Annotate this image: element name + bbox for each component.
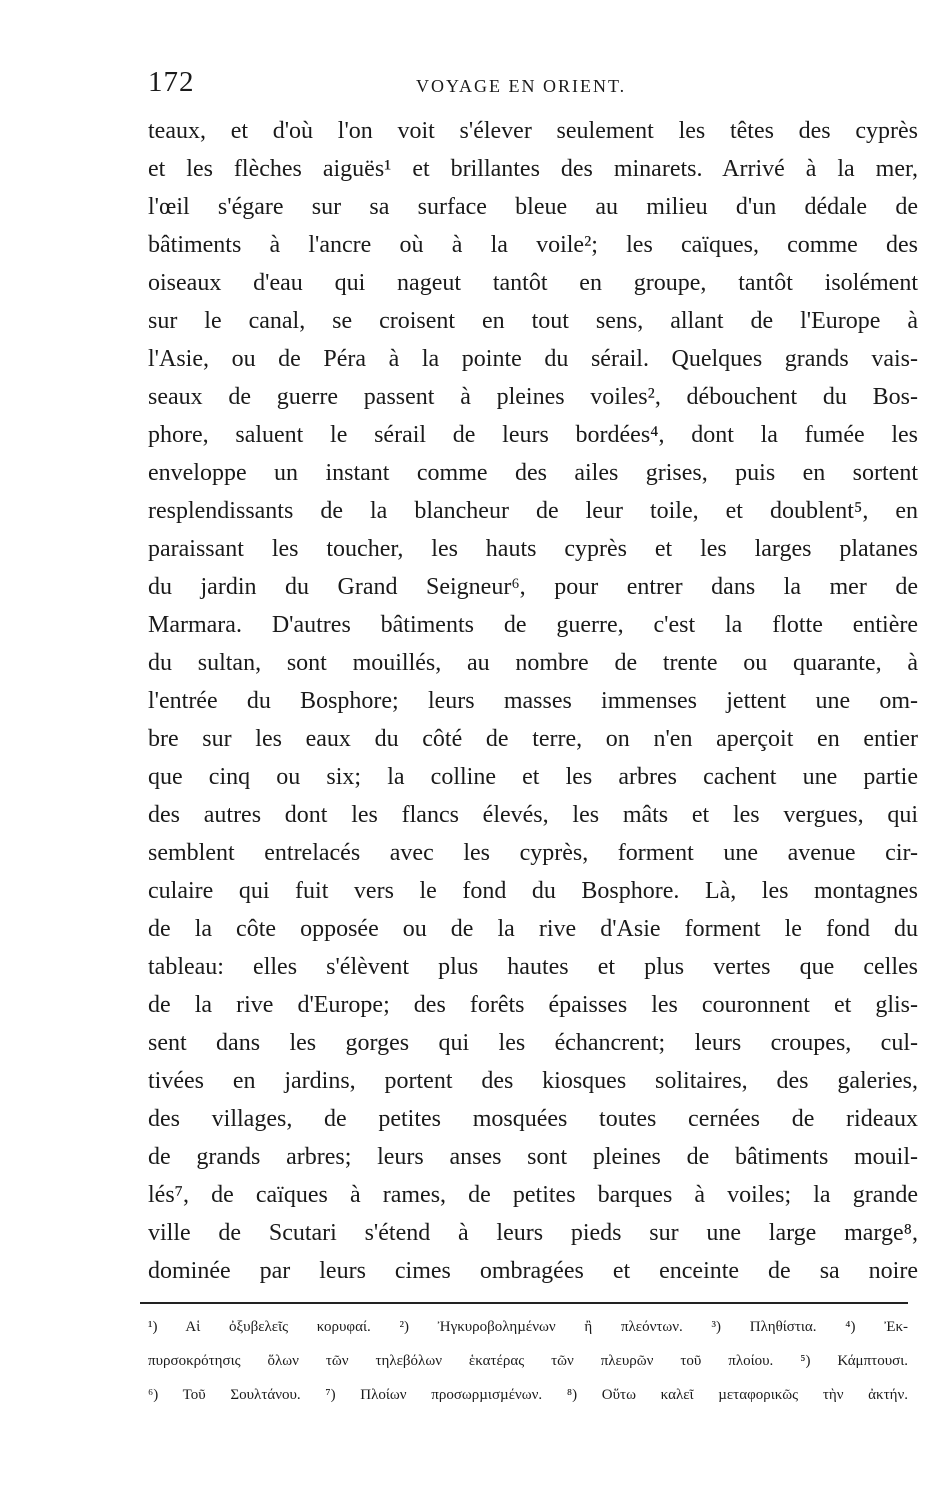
text-line: lés⁷, de caïques à rames, de petites barques à voiles; la grande bbox=[148, 1182, 918, 1208]
text-line: tivées en jardins, portent des kiosques solitaires, des galeries, bbox=[148, 1068, 918, 1094]
page-number: 172 bbox=[148, 66, 195, 98]
text-line: semblent entrelacés avec les cyprès, forment une avenue cir- bbox=[148, 840, 918, 866]
text-line: de la rive d'Europe; des forêts épaisses les couronnent et glis- bbox=[148, 992, 918, 1018]
text-line: dominée par leurs cimes ombragées et enceinte de sa noire bbox=[148, 1258, 918, 1284]
text-line: sent dans les gorges qui les échancrent; leurs croupes, cul- bbox=[148, 1030, 918, 1056]
text-line: l'Asie, ou de Péra à la pointe du sérail. Quelques grands vais- bbox=[148, 346, 918, 372]
running-title: VOYAGE EN ORIENT. bbox=[416, 76, 627, 96]
text-line: phore, saluent le sérail de leurs bordées⁴, dont la fumée les bbox=[148, 422, 918, 448]
text-line: sur le canal, se croisent en tout sens, allant de l'Europe à bbox=[148, 308, 918, 334]
text-line: paraissant les toucher, les hauts cyprès et les larges platanes bbox=[148, 536, 918, 562]
text-line: du sultan, sont mouillés, au nombre de trente ou quarante, à bbox=[148, 650, 918, 676]
footnotes bbox=[148, 1310, 908, 1412]
text-line: des autres dont les flancs élevés, les mâts et les vergues, qui bbox=[148, 802, 918, 828]
text-line: que cinq ou six; la colline et les arbres cachent une partie bbox=[148, 764, 918, 790]
text-line: enveloppe un instant comme des ailes grises, puis en sortent bbox=[148, 460, 918, 486]
footnote-line: ⁶) Τοῦ Σουλτάνου. ⁷) Πλοίων προσωρµισµένων. ⁸) Οὕτω καλεῖ µεταφορικῶς τὴν ἀκτήν. bbox=[148, 1387, 908, 1403]
body-text bbox=[148, 112, 918, 1290]
text-line: bre sur les eaux du côté de terre, on n'en aperçoit en entier bbox=[148, 726, 918, 752]
footnote-line: πυρσοκρότησις ὅλων τῶν τηλεβόλων ἑκατέρας τῶν πλευρῶν τοῦ πλοίου. ⁵) Κάμπτουσι. bbox=[148, 1353, 908, 1369]
text-line: de la côte opposée ou de la rive d'Asie forment le fond du bbox=[148, 916, 918, 942]
footnote-line: ¹) Αἱ ὀξυβελεῖς κορυφαί. ²) Ἠγκυροβοληµένων ἢ πλεόντων. ³) Πληθίστια. ⁴) Ἐκ- bbox=[148, 1319, 908, 1335]
text-line: ville de Scutari s'étend à leurs pieds sur une large marge⁸, bbox=[148, 1220, 918, 1246]
text-line: culaire qui fuit vers le fond du Bosphore. Là, les montagnes bbox=[148, 878, 918, 904]
text-line: seaux de guerre passent à pleines voiles², débouchent du Bos- bbox=[148, 384, 918, 410]
text-line: des villages, de petites mosquées toutes cernées de rideaux bbox=[148, 1106, 918, 1132]
text-line: du jardin du Grand Seigneur⁶, pour entrer dans la mer de bbox=[148, 574, 918, 600]
text-line: l'œil s'égare sur sa surface bleue au milieu d'un dédale de bbox=[148, 194, 918, 220]
text-line: de grands arbres; leurs anses sont pleines de bâtiments mouil- bbox=[148, 1144, 918, 1170]
text-line: l'entrée du Bosphore; leurs masses immenses jettent une om- bbox=[148, 688, 918, 714]
text-line: Marmara. D'autres bâtiments de guerre, c'est la flotte entière bbox=[148, 612, 918, 638]
text-line: tableau: elles s'élèvent plus hautes et plus vertes que celles bbox=[148, 954, 918, 980]
page-header bbox=[148, 66, 918, 106]
text-line: teaux, et d'où l'on voit s'élever seulement les têtes des cyprès bbox=[148, 118, 918, 144]
text-line: et les flèches aiguës¹ et brillantes des minarets. Arrivé à la mer, bbox=[148, 156, 918, 182]
footnote-divider bbox=[140, 1302, 908, 1304]
text-line: bâtiments à l'ancre où à la voile²; les caïques, comme des bbox=[148, 232, 918, 258]
text-line: resplendissants de la blancheur de leur toile, et doublent⁵, en bbox=[148, 498, 918, 524]
text-line: oiseaux d'eau qui nageut tantôt en groupe, tantôt isolément bbox=[148, 270, 918, 296]
